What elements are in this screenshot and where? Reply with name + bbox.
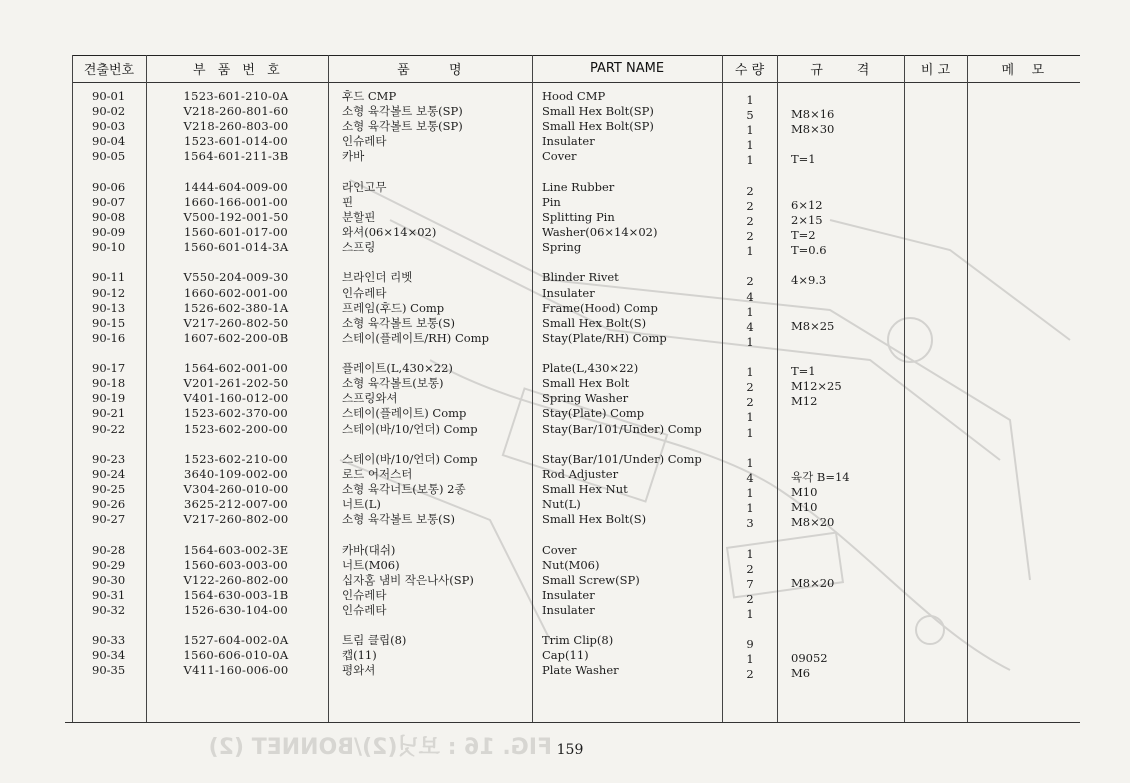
part-number-cell: V218-260-801-60 bbox=[183, 104, 289, 119]
table-row bbox=[0, 330, 1130, 349]
fig-no-cell: 90-21 bbox=[92, 406, 126, 421]
part-number-cell: 1444-604-009-00 bbox=[184, 179, 288, 194]
korean-name-cell: 소형 육각볼트 보통(S) bbox=[342, 315, 456, 330]
quantity-cell: 1 bbox=[746, 606, 754, 621]
part-name-cell: Spring bbox=[542, 240, 582, 255]
part-name-cell: Hood CMP bbox=[542, 89, 606, 103]
spec-cell: T=1 bbox=[791, 152, 816, 167]
part-number-cell: 1523-601-210-0A bbox=[183, 89, 289, 103]
korean-name-cell: 스테이(플레이트) Comp bbox=[342, 406, 467, 421]
fig-no-cell: 90-19 bbox=[92, 391, 126, 406]
spec-cell: M10 bbox=[791, 485, 818, 499]
spec-cell: 2×15 bbox=[791, 212, 823, 227]
part-name-cell: Stay(Plate/RH) Comp bbox=[542, 330, 667, 345]
quantity-cell: 1 bbox=[746, 334, 754, 349]
fig-no-cell: 90-31 bbox=[92, 587, 126, 602]
quantity-cell: 1 bbox=[746, 365, 754, 380]
table-row bbox=[0, 602, 1130, 621]
korean-name-cell: 인슈레타 bbox=[342, 587, 387, 602]
part-name-cell: Trim Clip(8) bbox=[542, 633, 614, 648]
korean-name-cell: 소형 육각볼트 보통(SP) bbox=[342, 104, 463, 119]
table-row bbox=[0, 482, 1130, 500]
part-number-cell: V304-260-010-00 bbox=[183, 482, 289, 496]
page-number: 159 bbox=[556, 742, 584, 758]
part-name-cell: Insulater bbox=[542, 285, 595, 300]
table-row bbox=[0, 406, 1130, 425]
part-number-cell: 1607-602-200-0B bbox=[183, 330, 289, 345]
table-row bbox=[0, 451, 1130, 470]
part-name-cell: Stay(Bar/101/Under) Comp bbox=[542, 451, 702, 466]
quantity-cell: 2 bbox=[746, 198, 754, 213]
korean-name-cell: 트림 클립(8) bbox=[342, 633, 407, 648]
header-fig-no: 견출번호 bbox=[83, 63, 135, 78]
quantity-cell: 1 bbox=[746, 153, 754, 168]
korean-name-cell: 너트(L) bbox=[342, 497, 381, 512]
quantity-cell: 1 bbox=[746, 486, 754, 500]
table-row bbox=[0, 194, 1130, 213]
table-row bbox=[0, 179, 1130, 198]
quantity-cell: 3 bbox=[746, 516, 754, 531]
quantity-cell: 7 bbox=[746, 576, 754, 591]
header-name-korean: 품 명 bbox=[397, 63, 463, 78]
part-number-cell: V411-160-006-00 bbox=[183, 663, 289, 678]
table-row bbox=[0, 391, 1130, 410]
korean-name-cell: 인슈레타 bbox=[342, 134, 387, 149]
table-row bbox=[0, 89, 1130, 107]
fig-no-cell: 90-30 bbox=[92, 572, 126, 587]
fig-no-cell: 90-03 bbox=[92, 119, 126, 134]
quantity-cell: 1 bbox=[746, 93, 754, 107]
part-number-cell: 1526-630-104-00 bbox=[184, 602, 288, 617]
quantity-cell: 1 bbox=[746, 425, 754, 440]
korean-name-cell: 와셔(06×14×02) bbox=[342, 225, 437, 239]
table-row bbox=[0, 270, 1130, 289]
quantity-cell: 2 bbox=[746, 229, 754, 243]
spec-cell: T=0.6 bbox=[791, 243, 827, 258]
part-name-cell: Rod Adjuster bbox=[542, 466, 619, 481]
korean-name-cell: 라인고무 bbox=[342, 179, 387, 194]
table-row bbox=[0, 209, 1130, 228]
spec-cell: 4×9.3 bbox=[791, 273, 827, 288]
spec-cell: M12 bbox=[791, 394, 818, 409]
header-memo: 메 모 bbox=[1001, 63, 1046, 78]
part-number-cell: 1564-603-002-3E bbox=[183, 542, 289, 557]
korean-name-cell: 인슈레타 bbox=[342, 602, 387, 617]
fig-no-cell: 90-01 bbox=[92, 89, 126, 103]
spec-cell bbox=[791, 334, 901, 349]
part-name-cell: Splitting Pin bbox=[542, 209, 615, 224]
part-name-cell: Small Hex Bolt(S) bbox=[542, 315, 647, 330]
korean-name-cell: 스프링와셔 bbox=[342, 391, 398, 406]
korean-name-cell: 브라인더 리벳 bbox=[342, 270, 413, 285]
part-name-cell: Washer(06×14×02) bbox=[542, 225, 658, 239]
quantity-cell: 9 bbox=[746, 637, 754, 652]
part-number-cell: 1560-603-003-00 bbox=[184, 557, 288, 572]
quantity-cell: 2 bbox=[746, 183, 754, 198]
quantity-cell: 2 bbox=[746, 591, 754, 606]
spec-cell bbox=[791, 606, 901, 621]
part-name-cell: Small Hex Bolt bbox=[542, 376, 630, 391]
korean-name-cell: 핀 bbox=[342, 194, 354, 209]
fig-no-cell: 90-05 bbox=[92, 149, 126, 164]
korean-name-cell: 소형 육각볼트(보통) bbox=[342, 376, 444, 391]
fig-no-cell: 90-09 bbox=[92, 225, 126, 239]
spec-cell: 6×12 bbox=[791, 197, 823, 212]
spec-cell: M8×16 bbox=[791, 107, 835, 122]
korean-name-cell: 카바 bbox=[342, 149, 365, 164]
quantity-cell: 1 bbox=[746, 501, 754, 516]
fig-no-cell: 90-32 bbox=[92, 602, 126, 617]
spec-cell: M6 bbox=[791, 666, 811, 681]
table-row bbox=[0, 587, 1130, 606]
part-name-cell: Insulater bbox=[542, 587, 595, 602]
fig-no-cell: 90-24 bbox=[92, 466, 126, 481]
quantity-cell: 2 bbox=[746, 380, 754, 395]
korean-name-cell: 너트(M06) bbox=[342, 557, 400, 572]
quantity-cell: 4 bbox=[746, 319, 754, 334]
part-name-cell: Cover bbox=[542, 542, 577, 557]
table-row bbox=[0, 361, 1130, 380]
part-name-cell: Spring Washer bbox=[542, 391, 629, 406]
header-quantity: 수 량 bbox=[734, 63, 765, 78]
korean-name-cell: 소형 육각볼트 보통(S) bbox=[342, 512, 456, 527]
part-number-cell: 1523-601-014-00 bbox=[184, 134, 288, 149]
part-number-cell: 1564-602-001-00 bbox=[184, 361, 288, 376]
quantity-cell: 2 bbox=[746, 667, 754, 682]
fig-no-cell: 90-29 bbox=[92, 557, 126, 572]
part-name-cell: Small Screw(SP) bbox=[542, 572, 640, 587]
table-row bbox=[0, 542, 1130, 561]
table-row bbox=[0, 512, 1130, 531]
fig-no-cell: 90-02 bbox=[92, 104, 126, 119]
korean-name-cell: 로드 어저스터 bbox=[342, 466, 413, 481]
part-number-cell: 1564-601-211-3B bbox=[183, 149, 289, 164]
spec-cell: M12×25 bbox=[791, 379, 842, 394]
quantity-cell: 2 bbox=[746, 395, 754, 410]
spec-cell: M8×30 bbox=[791, 122, 835, 137]
part-number-cell: V500-192-001-50 bbox=[183, 209, 289, 224]
fig-no-cell: 90-15 bbox=[92, 315, 126, 330]
table-row bbox=[0, 421, 1130, 440]
part-number-cell: 1564-630-003-1B bbox=[183, 587, 289, 602]
fig-no-cell: 90-16 bbox=[92, 330, 126, 345]
fig-no-cell: 90-06 bbox=[92, 179, 126, 194]
part-number-cell: 1560-601-017-00 bbox=[184, 225, 288, 239]
table-row bbox=[0, 240, 1130, 259]
table-row bbox=[0, 134, 1130, 153]
korean-name-cell: 인슈레타 bbox=[342, 285, 387, 300]
fig-no-cell: 90-17 bbox=[92, 361, 126, 376]
part-number-cell: 1660-602-001-00 bbox=[184, 285, 288, 300]
quantity-cell: 1 bbox=[746, 546, 754, 561]
table-row bbox=[0, 557, 1130, 576]
spec-cell: 육각 B=14 bbox=[791, 469, 850, 484]
part-name-cell: Line Rubber bbox=[542, 179, 615, 194]
part-name-cell: Cap(11) bbox=[542, 648, 589, 663]
fig-no-cell: 90-33 bbox=[92, 633, 126, 648]
part-number-cell: V122-260-802-00 bbox=[183, 572, 289, 587]
spec-cell: 09052 bbox=[791, 651, 828, 666]
korean-name-cell: 프레임(후드) Comp bbox=[342, 300, 445, 315]
spec-cell bbox=[791, 425, 901, 440]
table-row bbox=[0, 648, 1130, 667]
fig-no-cell: 90-13 bbox=[92, 300, 126, 315]
table-row bbox=[0, 149, 1130, 168]
part-name-cell: Blinder Rivet bbox=[542, 270, 619, 285]
korean-name-cell: 소형 육각볼트 보통(SP) bbox=[342, 119, 463, 134]
fig-no-cell: 90-23 bbox=[92, 451, 126, 466]
part-name-cell: Small Hex Bolt(SP) bbox=[542, 104, 654, 119]
korean-name-cell: 소형 육각너트(보통) 2종 bbox=[342, 482, 466, 496]
fig-no-cell: 90-07 bbox=[92, 194, 126, 209]
fig-no-cell: 90-08 bbox=[92, 209, 126, 224]
part-name-cell: Small Hex Bolt(SP) bbox=[542, 119, 654, 134]
part-name-cell: Stay(Bar/101/Under) Comp bbox=[542, 421, 702, 436]
table-row bbox=[0, 315, 1130, 334]
quantity-cell: 1 bbox=[746, 138, 754, 153]
part-name-cell: Nut(L) bbox=[542, 497, 581, 512]
spec-cell: T=1 bbox=[791, 364, 816, 379]
fig-no-cell: 90-11 bbox=[92, 270, 126, 285]
korean-name-cell: 후드 CMP bbox=[342, 89, 397, 103]
part-name-cell: Plate(L,430×22) bbox=[542, 361, 639, 376]
fig-no-cell: 90-10 bbox=[92, 240, 126, 255]
part-number-cell: 3625-212-007-00 bbox=[184, 497, 288, 512]
quantity-cell: 1 bbox=[746, 123, 754, 138]
korean-name-cell: 분할핀 bbox=[342, 209, 376, 224]
spec-cell: T=2 bbox=[791, 228, 816, 242]
part-name-cell: Small Hex Bolt(S) bbox=[542, 512, 647, 527]
korean-name-cell: 플레이트(L,430×22) bbox=[342, 361, 453, 376]
spec-cell: M8×20 bbox=[791, 575, 835, 590]
fig-no-cell: 90-25 bbox=[92, 482, 126, 496]
table-row bbox=[0, 633, 1130, 652]
part-name-cell: Insulater bbox=[542, 602, 595, 617]
table-row bbox=[0, 376, 1130, 395]
korean-name-cell: 캡(11) bbox=[342, 648, 377, 663]
quantity-cell: 2 bbox=[746, 561, 754, 576]
fig-no-cell: 90-04 bbox=[92, 134, 126, 149]
fig-no-cell: 90-22 bbox=[92, 421, 126, 436]
fig-no-cell: 90-28 bbox=[92, 542, 126, 557]
part-number-cell: 1527-604-002-0A bbox=[183, 633, 289, 648]
fig-no-cell: 90-18 bbox=[92, 376, 126, 391]
table-row bbox=[0, 300, 1130, 319]
part-number-cell: 1660-166-001-00 bbox=[184, 194, 288, 209]
fig-no-cell: 90-27 bbox=[92, 512, 126, 527]
quantity-cell: 1 bbox=[746, 410, 754, 425]
korean-name-cell: 십자홈 냄비 작은나사(SP) bbox=[342, 572, 474, 587]
part-name-cell: Insulater bbox=[542, 134, 595, 149]
part-name-cell: Pin bbox=[542, 194, 561, 209]
table-row bbox=[0, 466, 1130, 485]
table-bottom-rule bbox=[65, 722, 1080, 723]
quantity-cell: 1 bbox=[746, 244, 754, 259]
fig-no-cell: 90-12 bbox=[92, 285, 126, 300]
part-name-cell: Cover bbox=[542, 149, 577, 164]
part-name-cell: Stay(Plate) Comp bbox=[542, 406, 645, 421]
table-row bbox=[0, 225, 1130, 243]
bleed-through-caption: FIG. 16 : 보닛(2)/BONNET (2) bbox=[208, 735, 552, 760]
table-row bbox=[0, 497, 1130, 516]
part-number-cell: 1523-602-370-00 bbox=[184, 406, 288, 421]
fig-no-cell: 90-26 bbox=[92, 497, 126, 512]
spec-cell: M8×20 bbox=[791, 515, 835, 530]
korean-name-cell: 스테이(바/10/언더) Comp bbox=[342, 451, 478, 466]
korean-name-cell: 스테이(바/10/언더) Comp bbox=[342, 421, 478, 436]
table-row bbox=[0, 119, 1130, 138]
quantity-cell: 5 bbox=[746, 108, 754, 123]
part-number-cell: V218-260-803-00 bbox=[183, 119, 289, 134]
quantity-cell: 2 bbox=[746, 213, 754, 228]
part-name-cell: Nut(M06) bbox=[542, 557, 600, 572]
korean-name-cell: 스테이(플레이트/RH) Comp bbox=[342, 330, 489, 345]
part-number-cell: 1560-601-014-3A bbox=[183, 240, 289, 255]
part-number-cell: 1560-606-010-0A bbox=[183, 648, 289, 663]
part-name-cell: Plate Washer bbox=[542, 663, 619, 678]
table-row bbox=[0, 663, 1130, 682]
header-bottom-rule bbox=[72, 82, 1080, 83]
spec-cell: M8×25 bbox=[791, 318, 835, 333]
quantity-cell: 2 bbox=[746, 274, 754, 289]
table-row bbox=[0, 104, 1130, 123]
part-number-cell: V401-160-012-00 bbox=[183, 391, 289, 406]
part-number-cell: V550-204-009-30 bbox=[183, 270, 289, 285]
fig-no-cell: 90-34 bbox=[92, 648, 126, 663]
part-number-cell: V217-260-802-50 bbox=[183, 315, 289, 330]
header-spec: 규 격 bbox=[810, 63, 871, 78]
quantity-cell: 1 bbox=[746, 652, 754, 667]
part-number-cell: 1526-602-380-1A bbox=[183, 300, 289, 315]
quantity-cell: 4 bbox=[746, 289, 754, 304]
quantity-cell: 1 bbox=[746, 304, 754, 319]
korean-name-cell: 카바(대쉬) bbox=[342, 542, 396, 557]
header-part-name: PART NAME bbox=[589, 61, 665, 76]
header-remarks: 비 고 bbox=[920, 63, 951, 78]
quantity-cell: 1 bbox=[746, 455, 754, 470]
part-number-cell: V217-260-802-00 bbox=[183, 512, 289, 527]
fig-no-cell: 90-35 bbox=[92, 663, 126, 678]
part-number-cell: V201-261-202-50 bbox=[183, 376, 289, 391]
part-name-cell: Small Hex Nut bbox=[542, 482, 628, 496]
part-number-cell: 1523-602-210-00 bbox=[184, 451, 288, 466]
header-part-number: 부 품 번 호 bbox=[192, 63, 282, 78]
table-row bbox=[0, 572, 1130, 591]
korean-name-cell: 스프링 bbox=[342, 240, 376, 255]
spec-cell: M10 bbox=[791, 500, 818, 515]
part-name-cell: Frame(Hood) Comp bbox=[542, 300, 658, 315]
korean-name-cell: 평와셔 bbox=[342, 663, 376, 678]
part-number-cell: 1523-602-200-00 bbox=[184, 421, 288, 436]
table-row bbox=[0, 285, 1130, 304]
quantity-cell: 4 bbox=[746, 470, 754, 485]
part-number-cell: 3640-109-002-00 bbox=[184, 466, 288, 481]
